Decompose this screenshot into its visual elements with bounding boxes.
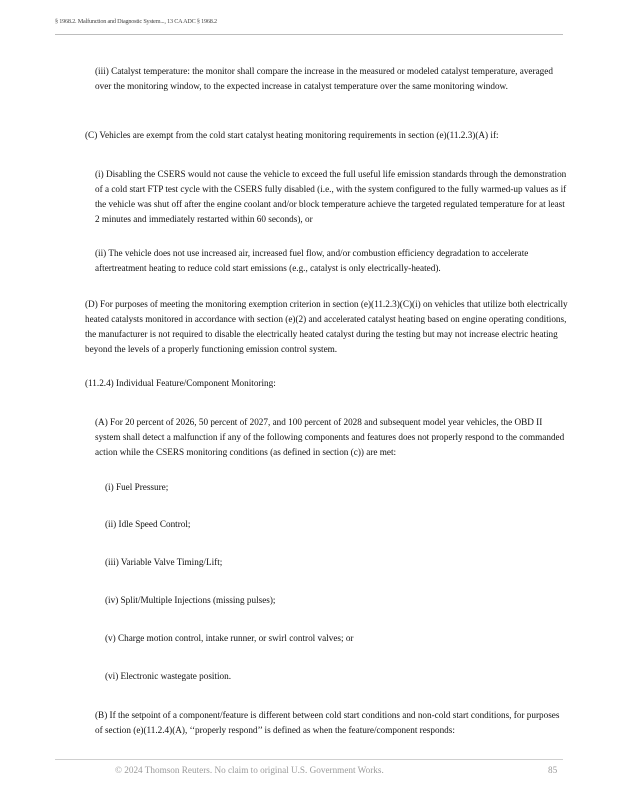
footer-rule — [55, 759, 563, 760]
paragraph-no-increased-air: (ii) The vehicle does not use increased air, increased fuel flow, and/or combustion efficiency degradation to accelerate aftertreatment heating to reduce cold start emissions (e.g., catalyst is only electrically-heated). — [95, 248, 529, 273]
running-header: § 1968.2. Malfunction and Diagnostic System..., 13 CA ADC § 1968.2 — [55, 18, 217, 25]
paragraph-monitoring-exemption-criterion: (D) For purposes of meeting the monitoring exemption criterion in section (e)(11.2.3)(C)(i) on vehicles that utilize both electrically heated catalysts monitored in accordance with section (e)(2) and accelerated catalyst heating based on engine operating conditions, the manufacturer is not required to disable the electrically heated catalyst during the testing but may not increase electric heating beyond the levels of a properly functioning emission control system. — [85, 299, 568, 354]
paragraph-disabling-csers: (i) Disabling the CSERS would not cause the vehicle to exceed the full useful life emission standards through the demonstration of a cold start FTP test cycle with the CSERS fully disabled (i.e., with the system configured to the fully warmed-up values as if the vehicle was shut off after the engine coolant and/or block temperature achieve the targeted regulated temperature for at least 2 minutes and immediately restarted within 60 seconds), or — [95, 169, 567, 224]
list-item: (i) Fuel Pressure; — [105, 482, 169, 492]
list-item: (iii) Variable Valve Timing/Lift; — [105, 557, 223, 567]
paragraph-obd-detection: (A) For 20 percent of 2026, 50 percent of 2027, and 100 percent of 2028 and subsequent model year vehicles, the OBD II system shall detect a malfunction if any of the following components and features does not properly respond to the commanded action while the CSERS monitoring conditions (as defined in section (c)) are met: — [95, 417, 565, 457]
paragraph-exemption: (C) Vehicles are exempt from the cold start catalyst heating monitoring requirements in section (e)(11.2.3)(A) if: — [85, 130, 499, 140]
paragraph-setpoint-definition: (B) If the setpoint of a component/feature is different between cold start conditions and non-cold start conditions, for purposes of section (e)(11.2.4)(A), ‘‘properly respond’’ is defined as when the feature/component responds: — [95, 710, 560, 735]
list-item: (v) Charge motion control, intake runner, or swirl control valves; or — [105, 633, 354, 643]
list-item: (ii) Idle Speed Control; — [105, 519, 191, 529]
footer-copyright: © 2024 Thomson Reuters. No claim to original U.S. Government Works. — [115, 765, 384, 775]
page-number: 85 — [548, 765, 558, 775]
list-item: (vi) Electronic wastegate position. — [105, 671, 232, 681]
section-heading-individual-monitoring: (11.2.4) Individual Feature/Component Monitoring: — [85, 378, 276, 388]
paragraph-catalyst-temperature: (iii) Catalyst temperature: the monitor shall compare the increase in the measured or modeled catalyst temperature, averaged over the monitoring window, to the expected increase in catalyst temperature over the same monitoring window. — [95, 66, 553, 91]
header-rule — [55, 34, 563, 35]
list-item: (iv) Split/Multiple Injections (missing pulses); — [105, 595, 276, 605]
